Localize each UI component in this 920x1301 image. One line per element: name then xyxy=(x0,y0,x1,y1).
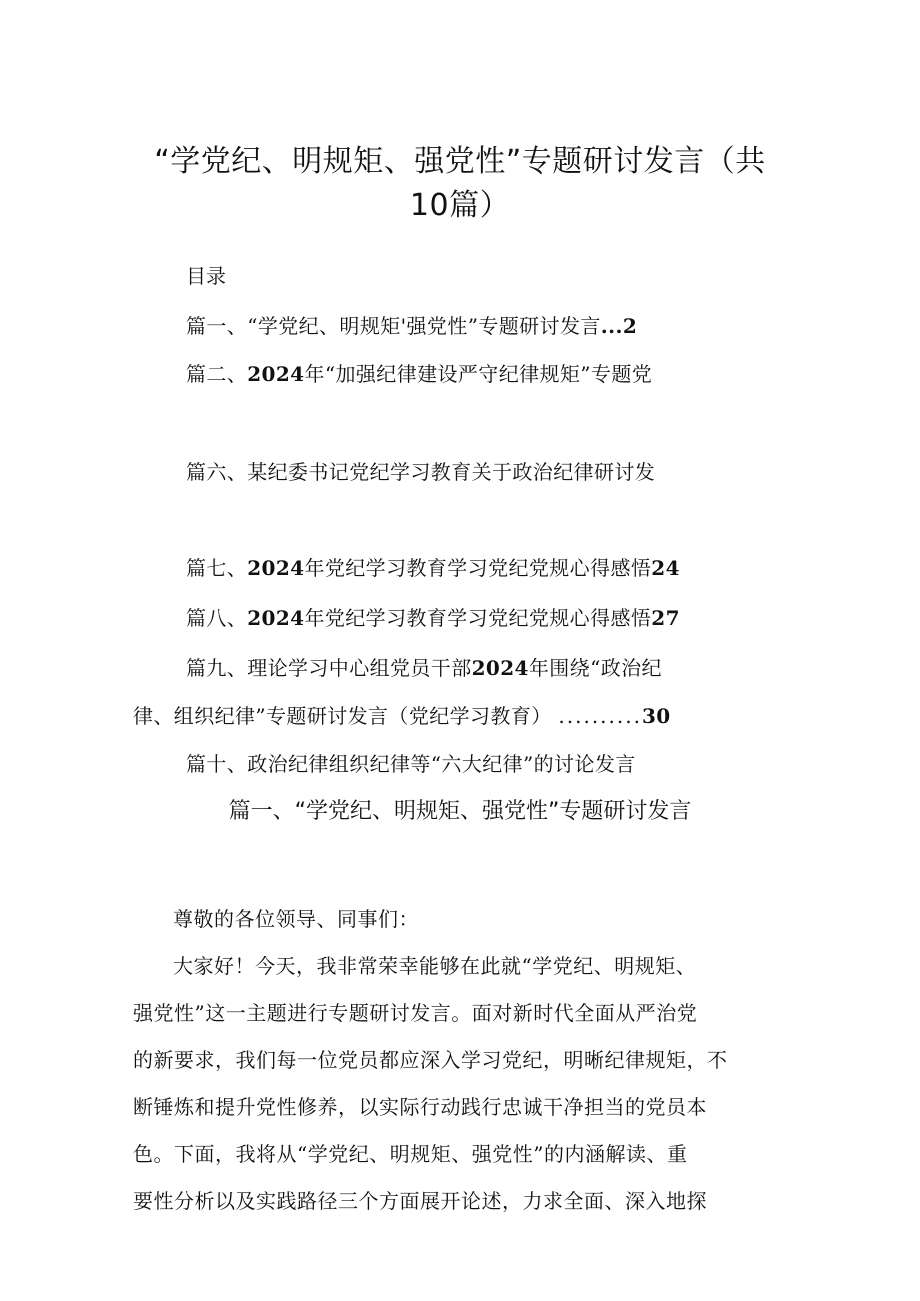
toc-heading: 目录 xyxy=(186,264,226,288)
toc-page-number: 24 xyxy=(651,556,680,580)
toc-item-text: 年“加强纪律建设严守纪律规矩”专题党 xyxy=(304,362,653,386)
toc-item-year: 2024 xyxy=(247,556,305,580)
toc-item-2[interactable] xyxy=(186,360,766,388)
toc-item-1[interactable] xyxy=(186,312,766,340)
title-line-1: “学党纪、明规矩、强党性”专题研讨发言（共 xyxy=(154,144,766,179)
toc-item-9[interactable] xyxy=(186,654,766,682)
toc-page-number: 27 xyxy=(651,606,680,630)
toc-item-text: 年党纪学习教育学习党纪党规心得感悟 xyxy=(304,606,652,630)
toc-item-10[interactable] xyxy=(186,750,766,778)
toc-item-text: 年党纪学习教育学习党纪党规心得感悟 xyxy=(304,556,652,580)
document-title xyxy=(140,140,780,228)
toc-item-text: 篇九、理论学习中心组党员干部 xyxy=(186,656,472,680)
toc-item-text: 篇六、某纪委书记党纪学习教育关于政治纪律研讨发 xyxy=(186,460,656,484)
salutation: 尊敬的各位领导、同事们： xyxy=(173,907,419,931)
toc-item-6[interactable] xyxy=(186,458,766,486)
toc-page-number: 30 xyxy=(641,704,671,728)
toc-item-text: 年围绕“政治纪 xyxy=(528,656,662,680)
title-line-2: 10篇） xyxy=(409,188,511,223)
toc-item-year: 2024 xyxy=(471,656,529,680)
document-body xyxy=(133,896,793,1225)
toc-item-text: 律、组织纪律”专题研讨发言（党纪学习教育） xyxy=(133,704,552,728)
toc-item-7[interactable] xyxy=(186,554,766,582)
toc-item-year: 2024 xyxy=(247,362,305,386)
paragraph-line: 大家好！今天，我非常荣幸能够在此就“学党纪、明规矩、 xyxy=(173,954,697,978)
toc-page-number: ...2 xyxy=(600,314,638,338)
toc-item-9-continued[interactable] xyxy=(133,702,773,730)
paragraph-line: 色。下面，我将从“学党纪、明规矩、强党性”的内涵解读、重 xyxy=(133,1142,688,1166)
toc-item-8[interactable] xyxy=(186,604,766,632)
paragraph-line: 要性分析以及实践路径三个方面展开论述，力求全面、深入地探 xyxy=(133,1189,707,1213)
toc-item-year: 2024 xyxy=(247,606,305,630)
toc-item-text: 篇七、 xyxy=(186,556,248,580)
paragraph-line: 的新要求，我们每一位党员都应深入学习党纪，明晰纪律规矩，不 xyxy=(133,1048,728,1072)
toc-item-text: 篇八、 xyxy=(186,606,248,630)
toc-item-text: 篇十、政治纪律组织纪律等“六大纪律”的讨论发言 xyxy=(186,752,636,776)
paragraph-line: 强党性”这一主题进行专题研讨发言。面对新时代全面从严治党 xyxy=(133,1001,698,1025)
section-heading: 篇一、“学党纪、明规矩、强党性”专题研讨发言 xyxy=(228,799,692,824)
toc-leader-dots: .......... xyxy=(558,704,642,728)
toc-item-text: 篇二、 xyxy=(186,362,248,386)
toc-item-text: 篇一、“学党纪、明规矩'强党性”专题研讨发言 xyxy=(186,314,601,338)
paragraph-line: 断锤炼和提升党性修养，以实际行动践行忠诚干净担当的党员本 xyxy=(133,1095,707,1119)
